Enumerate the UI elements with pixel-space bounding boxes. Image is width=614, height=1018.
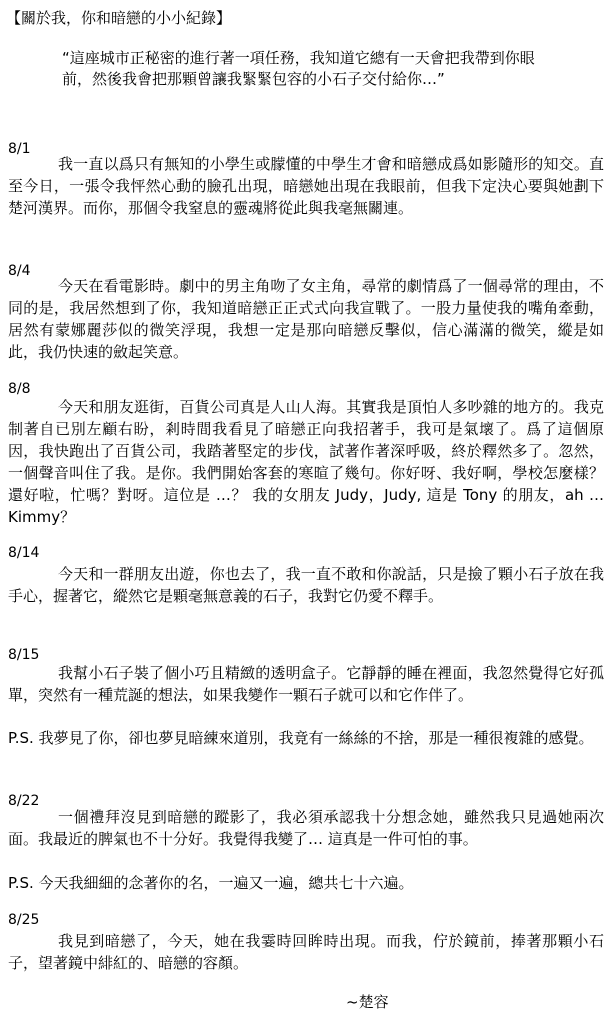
entry-postscript: P.S. 今天我細細的念著你的名，一遍又一遍，總共七十六遍。 — [8, 874, 414, 892]
entry-date: 8/14 — [8, 545, 40, 561]
entry-text: 今天和一群朋友出遊，你也去了，我一直不敢和你說話，只是撿了顆小石子放在我手心，握著它，縱然它是顆毫無意義的石子，我對它仍愛不釋手。 — [8, 565, 604, 605]
entry-text: 一個禮拜沒見到暗戀的蹤影了，我必須承認我十分想念她，雖然我只見過她兩次面。我最近的脾氣也不十分好。我覺得我變了… 這真是一件可怕的事。 — [8, 808, 604, 848]
opening-quote: “這座城市正秘密的進行著一項任務，我知道它總有一天會把我帶到你眼前，然後我會把那顆曾讓我緊緊包容的小石子交付給你…” — [62, 49, 535, 88]
entry-date: 8/4 — [8, 263, 31, 279]
entry-date: 8/25 — [8, 912, 40, 928]
entry-date: 8/15 — [8, 647, 40, 663]
entry-text: 我一直以爲只有無知的小學生或朦懂的中學生才會和暗戀成爲如影隨形的知交。直至今日，一張令我怦然心動的臉孔出現，暗戀她出現在我眼前，但我下定決心要與她劃下楚河漢界。而你，那個令我窒息的靈魂將從此與我毫無關連。 — [8, 155, 604, 217]
entry-text: 我見到暗戀了，今天，她在我霎時回眸時出現。而我，佇於鏡前，捧著那顆小石子，望著鏡中緋紅的、暗戀的容顏。 — [8, 932, 604, 972]
entry-date: 8/8 — [8, 381, 31, 397]
entry-text: 今天和朋友逛街，百貨公司真是人山人海。其實我是頂怕人多吵雜的地方的。我克制著自已別左顧右盼，剎時間我看見了暗戀正向我招著手，我可是氣壞了。爲了這個原因，我快跑出了百貨公司，我踏著堅定的步伐，試著作著深呼吸，終於釋然多了。忽然，一個聲音叫住了我。是你。我們開始客套的寒暄了幾句。你好呀、我好啊，學校怎麼樣？還好啦，忙嗎？對呀。這位是 …？ 我的女朋友 Judy，Judy, 這是 Tony 的朋友，ah … Kimmy？ — [8, 398, 604, 526]
entry-date: 8/1 — [8, 141, 31, 157]
entry-postscript: P.S. 我夢見了你，卻也夢見暗練來道別，我竟有一絲絲的不捨，那是一種很複雜的感覺。 — [8, 729, 594, 747]
signature: ~楚容 — [346, 993, 389, 1011]
entry-text: 我幫小石子裝了個小巧且精緻的透明盒子。它靜靜的睡在裡面，我忽然覺得它好孤單，突然有一種荒誕的想法，如果我變作一顆石子就可以和它作伴了。 — [8, 664, 604, 704]
entry-date: 8/22 — [8, 793, 40, 809]
page-title: 【關於我，你和暗戀的小小紀錄】 — [6, 9, 232, 27]
entry-text: 今天在看電影時。劇中的男主角吻了女主角，尋常的劇情爲了一個尋常的理由，不同的是，我居然想到了你，我知道暗戀正正式式向我宣戰了。一股力量使我的嘴角牽動，居然有蒙娜麗莎似的微笑浮現，我想一定是那向暗戀反擊似，信心滿滿的微笑，縱是如此，我仍快速的斂起笑意。 — [8, 277, 604, 361]
